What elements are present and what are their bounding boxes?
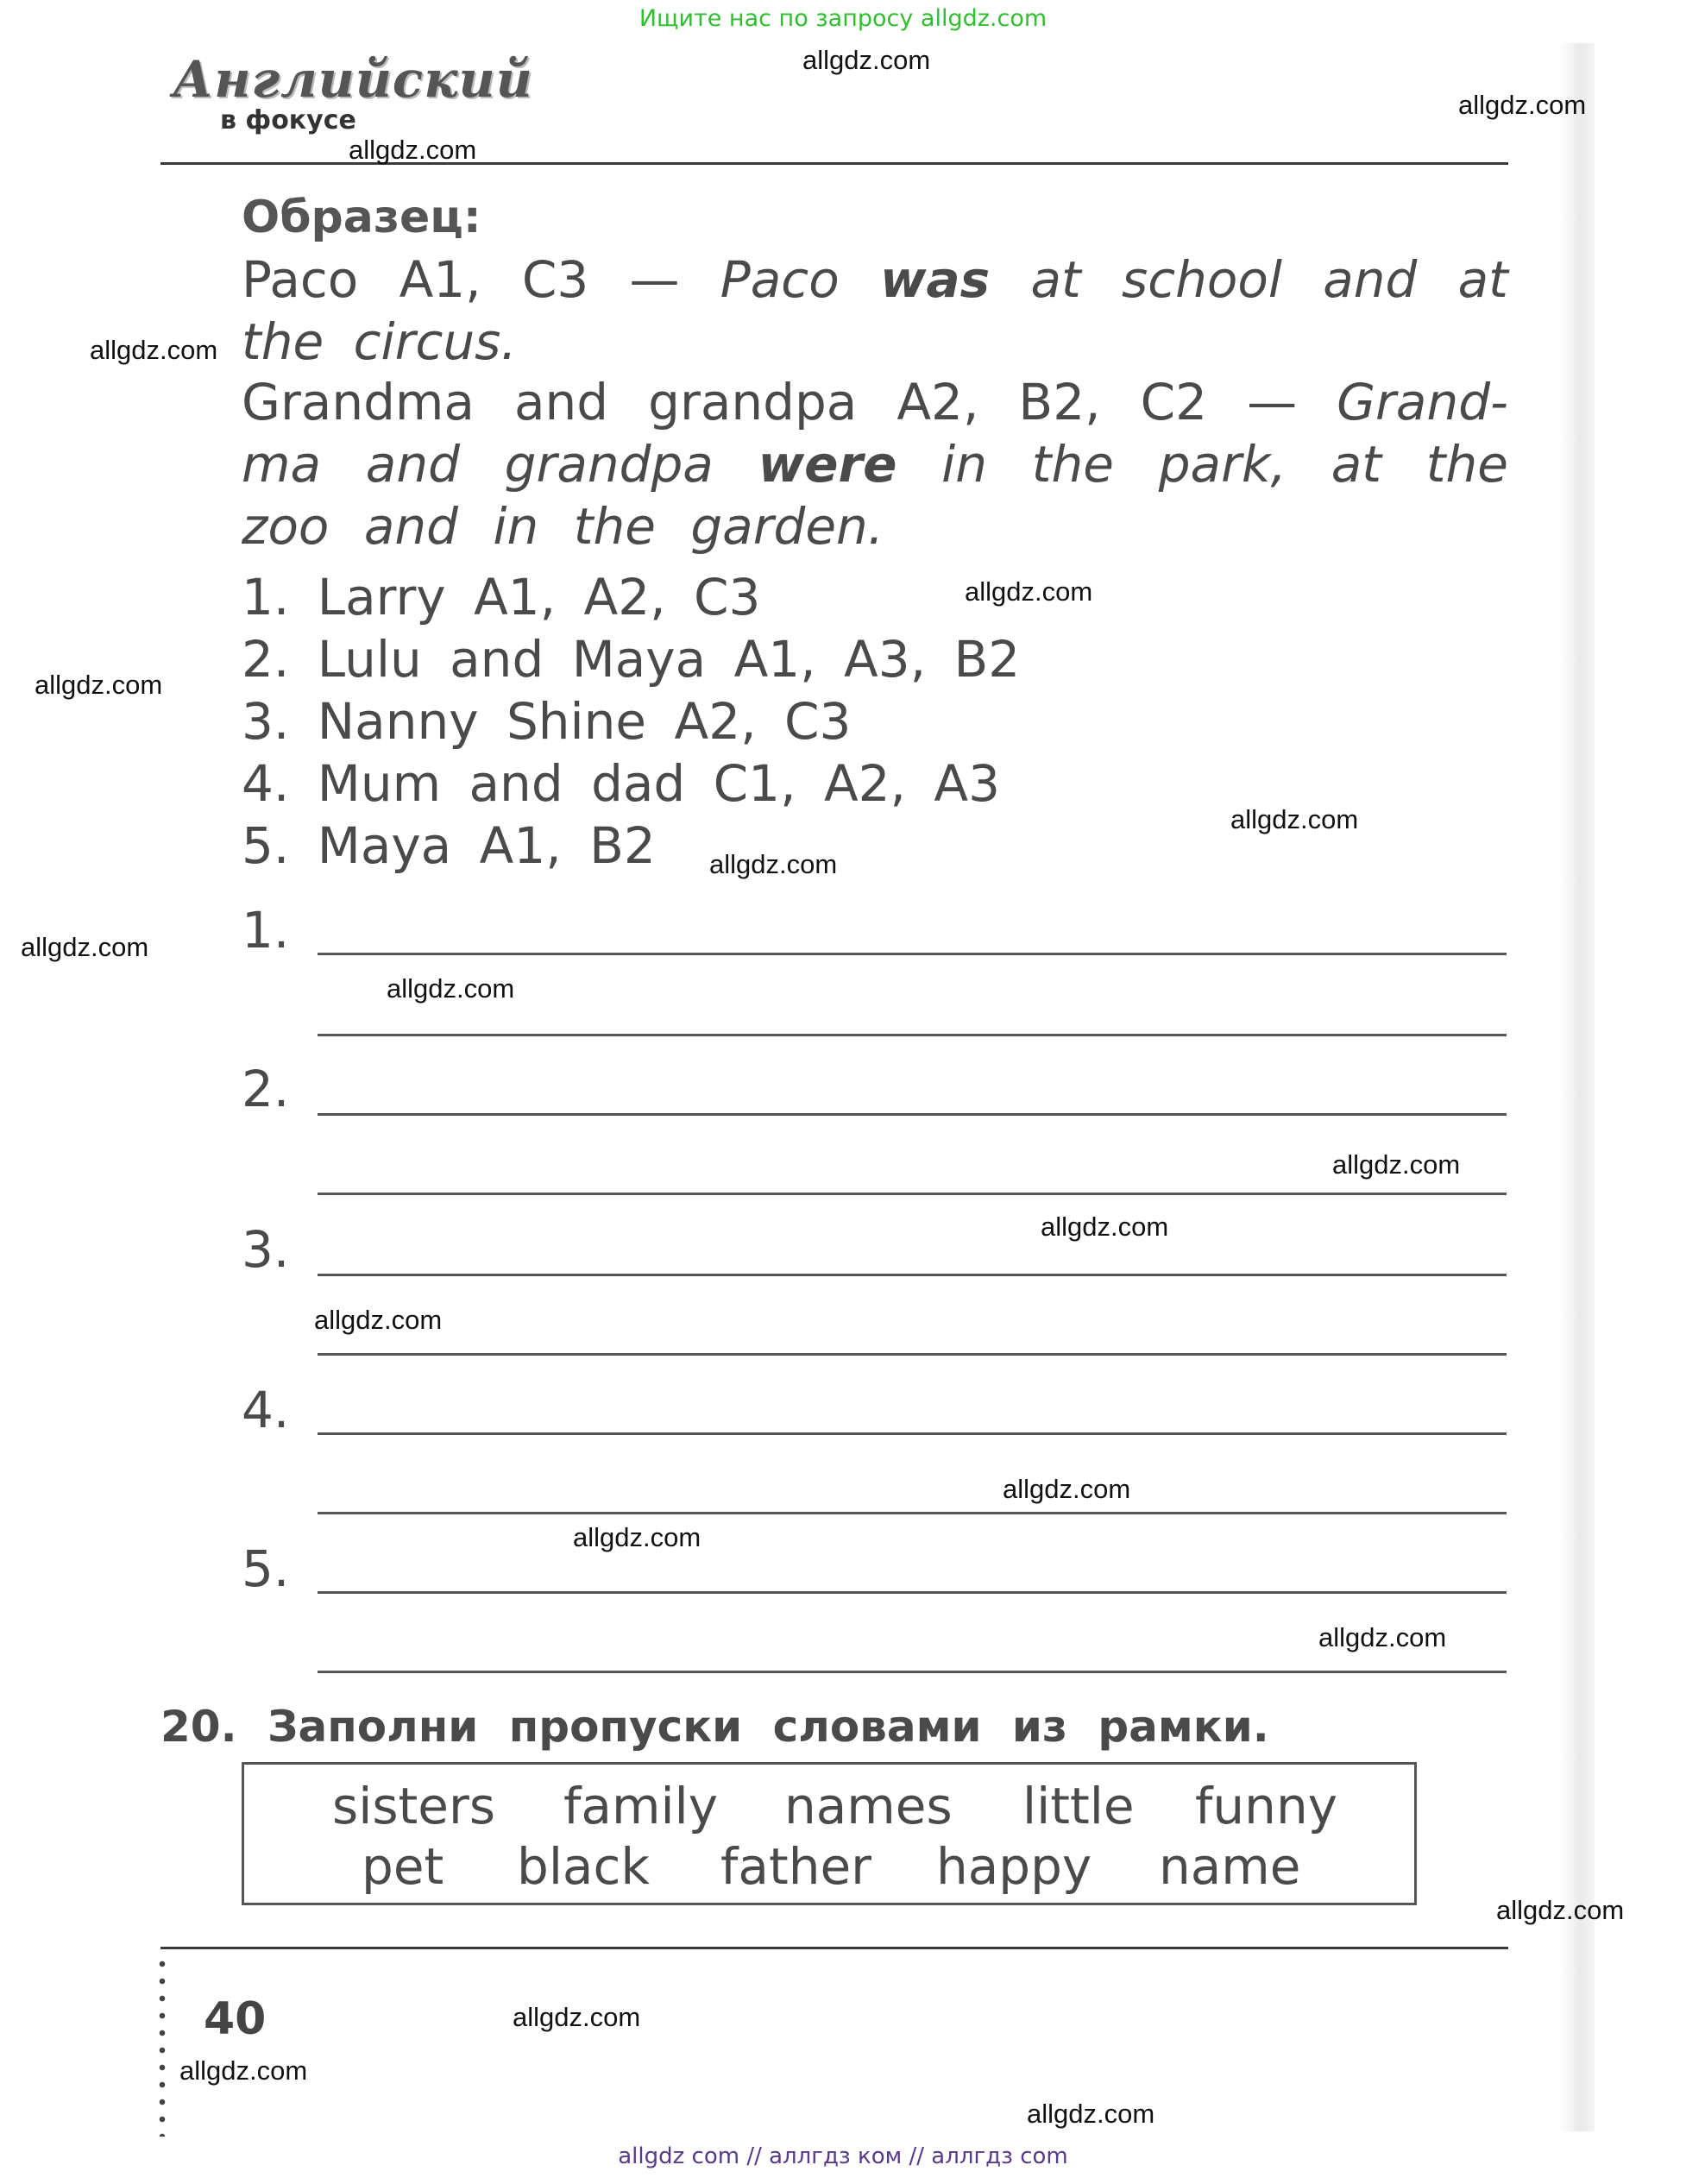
word: at	[1030, 250, 1081, 309]
watermark: allgdz.com	[965, 576, 1093, 607]
footer-rule	[160, 1947, 1508, 1949]
word: C2	[1140, 373, 1208, 431]
word-box-word: family	[563, 1777, 719, 1835]
word: —	[1247, 373, 1298, 431]
word: at	[1457, 250, 1508, 309]
logo-title: Английский	[173, 50, 533, 109]
page-number: 40	[204, 1993, 267, 2045]
word-box-word: funny	[1195, 1777, 1338, 1835]
sample-line-5: zoo and in the garden.	[242, 497, 884, 556]
task-item-3: 3. Nanny Shine A2, C3	[242, 692, 852, 751]
word-emphasis: were	[758, 435, 897, 494]
watermark: allgdz.com	[35, 670, 163, 700]
answer-number-3: 3.	[242, 1220, 290, 1279]
word-box-word: sisters	[332, 1777, 496, 1835]
word: C3	[521, 250, 589, 309]
watermark: allgdz.com	[1458, 90, 1587, 120]
answer-line[interactable]	[318, 1432, 1507, 1435]
answer-line[interactable]	[318, 1274, 1507, 1276]
watermark: allgdz.com	[1230, 804, 1359, 834]
dotted-margin	[159, 1955, 166, 2137]
site-banner[interactable]: Ищите нас по запросу allgdz.com	[639, 5, 1047, 32]
answer-number-4: 4.	[242, 1381, 290, 1439]
answer-line[interactable]	[318, 1591, 1507, 1594]
watermark: allgdz.com	[802, 45, 931, 75]
watermark: allgdz.com	[21, 932, 149, 962]
word-box	[242, 1762, 1417, 1905]
word: park,	[1158, 435, 1287, 494]
word-box-word: father	[720, 1837, 871, 1896]
word-box-word: name	[1159, 1837, 1301, 1896]
answer-number-5: 5.	[242, 1539, 290, 1598]
watermark: allgdz.com	[1496, 1895, 1625, 1925]
word: B2,	[1018, 373, 1101, 431]
footer-banner[interactable]: allgdz com // аллгдз ком // аллгдз com	[618, 2143, 1068, 2169]
task-item-5: 5. Maya A1, B2	[242, 816, 656, 875]
word: Grandma	[242, 373, 475, 431]
answer-line[interactable]	[318, 1353, 1507, 1356]
watermark: allgdz.com	[1003, 1474, 1131, 1504]
answer-number-1: 1.	[242, 901, 290, 960]
word: Paco	[720, 250, 840, 309]
answer-line[interactable]	[318, 1034, 1507, 1036]
word: and	[1323, 250, 1418, 309]
word: and	[365, 435, 460, 494]
word: and	[514, 373, 609, 431]
word-box-word: happy	[936, 1837, 1092, 1896]
watermark: allgdz.com	[387, 973, 515, 1004]
word: ma	[242, 435, 322, 494]
watermark: allgdz.com	[709, 849, 838, 879]
word-box-word: little	[1022, 1777, 1135, 1835]
watermark: allgdz.com	[90, 335, 218, 365]
sample-heading: Образец:	[242, 192, 481, 243]
sample-line-4	[242, 435, 1508, 494]
watermark: allgdz.com	[314, 1305, 443, 1335]
task-item-2: 2. Lulu and Maya A1, A3, B2	[242, 630, 1021, 689]
watermark: allgdz.com	[179, 2055, 308, 2086]
word: the	[1031, 435, 1114, 494]
word-emphasis: was	[879, 250, 991, 309]
watermark: allgdz.com	[349, 135, 477, 165]
answer-line[interactable]	[318, 1512, 1507, 1514]
word: grandpa	[504, 435, 714, 494]
word: Paco	[242, 250, 359, 309]
answer-number-2: 2.	[242, 1060, 290, 1118]
answer-line[interactable]	[318, 953, 1507, 955]
page-edge-shadow	[1560, 43, 1595, 2131]
word: A2,	[896, 373, 979, 431]
logo-subtitle: в фокусе	[220, 105, 356, 135]
sample-line-2: the circus.	[242, 312, 517, 371]
sample-line-3	[242, 373, 1508, 431]
word: —	[629, 250, 680, 309]
word-box-word: pet	[362, 1837, 444, 1896]
word: school	[1122, 250, 1282, 309]
watermark: allgdz.com	[1332, 1149, 1461, 1180]
word: at	[1331, 435, 1382, 494]
watermark: allgdz.com	[1041, 1212, 1169, 1242]
answer-line[interactable]	[318, 1671, 1507, 1673]
word: the	[1425, 435, 1508, 494]
answer-line[interactable]	[318, 1193, 1507, 1195]
word: Grand-	[1337, 373, 1508, 431]
watermark: allgdz.com	[513, 2002, 641, 2032]
sample-line-1	[242, 250, 1508, 309]
watermark: allgdz.com	[1027, 2099, 1155, 2129]
task-item-1: 1. Larry A1, A2, C3	[242, 568, 761, 626]
answer-line[interactable]	[318, 1113, 1507, 1116]
task-item-4: 4. Mum and dad C1, A2, A3	[242, 754, 1000, 813]
watermark: allgdz.com	[1318, 1622, 1447, 1652]
word-box-word: names	[784, 1777, 953, 1835]
watermark: allgdz.com	[573, 1522, 701, 1552]
exercise-20-title: 20. Заполни пропуски словами из рамки.	[160, 1702, 1269, 1752]
word: in	[941, 435, 988, 494]
word-box-word: black	[517, 1837, 650, 1896]
word: grandpa	[648, 373, 858, 431]
word: A1,	[399, 250, 481, 309]
